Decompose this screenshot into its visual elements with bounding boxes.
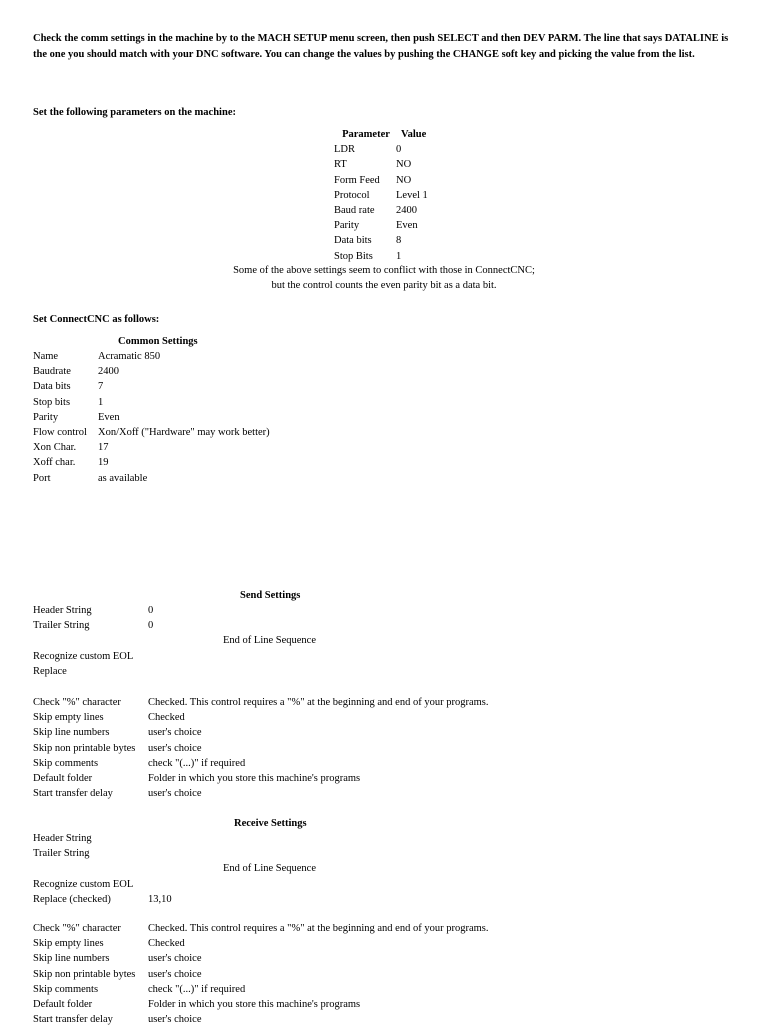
send-eol-table — [33, 649, 148, 679]
row-label: Form Feed — [334, 174, 380, 186]
row-value: 1 — [98, 396, 104, 408]
row-label: Trailer String — [33, 620, 90, 632]
row-value: Checked. This control requires a "%" at the beginning and end of your programs. — [148, 923, 489, 934]
row-label: Skip empty lines — [33, 938, 104, 950]
note-line-1: Some of the above settings seem to conflict with those in ConnectCNC; — [233, 265, 535, 276]
row-value: user's choice — [148, 788, 202, 800]
row-label: LDR — [334, 144, 355, 156]
row-value: user's choice — [148, 742, 202, 754]
receive-option-row — [33, 951, 489, 966]
row-value: NO — [396, 159, 412, 171]
common-setting-row — [33, 440, 270, 455]
row-value: 2400 — [396, 205, 417, 217]
row-value: Even — [396, 220, 418, 232]
send-option-row — [33, 725, 489, 740]
row-value: user's choice — [148, 968, 202, 980]
row-value: Checked. This control requires a "%" at the beginning and end of your programs. — [148, 697, 489, 708]
row-value: check "(...)" if required — [148, 757, 246, 769]
row-label: Recognize custom EOL — [33, 879, 134, 890]
parameter-row — [334, 173, 428, 188]
row-value: Checked — [148, 938, 185, 950]
row-label: Skip comments — [33, 983, 99, 995]
send-eol-title: End of Line Sequence — [223, 635, 317, 646]
send-option-row — [33, 771, 489, 786]
send-options-table — [33, 695, 489, 801]
parameter-row — [334, 142, 428, 157]
parameter-row — [334, 249, 428, 264]
row-label: Data bits — [334, 235, 372, 247]
row-value: check "(...)" if required — [148, 983, 246, 995]
machine-params-table — [334, 127, 428, 264]
row-value: 1 — [396, 250, 402, 262]
column-header-value: Value — [401, 129, 427, 140]
row-value: NO — [396, 174, 412, 186]
row-value: 19 — [98, 457, 109, 469]
row-label: Parity — [334, 220, 360, 232]
row-value: 13,10 — [148, 894, 172, 906]
row-label: Parity — [33, 411, 59, 423]
row-label: Xon Char. — [33, 442, 77, 454]
row-value: Folder in which you store this machine's programs — [148, 999, 361, 1011]
send-eol-row — [33, 664, 148, 679]
row-label: Name — [33, 351, 59, 362]
parameter-row — [334, 203, 428, 218]
receive-option-row — [33, 936, 489, 951]
row-label: Skip non printable bytes — [33, 968, 136, 980]
row-label: Skip empty lines — [33, 712, 104, 724]
common-setting-row — [33, 455, 270, 470]
row-label: Default folder — [33, 999, 93, 1011]
row-value: 7 — [98, 381, 104, 393]
receive-option-row — [33, 921, 489, 936]
row-value: 0 — [148, 620, 154, 632]
machine-params-heading: Set the following parameters on the machine: — [33, 107, 236, 118]
row-label: Protocol — [334, 189, 370, 201]
receive-options-table — [33, 921, 489, 1027]
parameter-row — [334, 188, 428, 203]
row-label: Data bits — [33, 381, 71, 393]
intro-paragraph: Check the comm settings in the machine by to the MACH SETUP menu screen, then push SELECT and then DEV PARM. The line that says DATALINE is the one you should match with your DNC software. You can change the values by pushing the CHANGE soft key and picking the value from the list. — [33, 33, 729, 60]
parameter-row — [334, 157, 428, 172]
row-value: as available — [98, 472, 148, 484]
row-value: Acramatic 850 — [98, 351, 161, 362]
row-value — [148, 877, 172, 892]
send-option-row — [33, 710, 489, 725]
row-value: user's choice — [148, 727, 202, 739]
row-label: Skip comments — [33, 757, 99, 769]
row-label: Replace — [33, 666, 67, 678]
receive-option-row — [33, 997, 489, 1012]
row-label: Skip line numbers — [33, 727, 110, 739]
table-header-row — [334, 127, 428, 142]
row-label: Default folder — [33, 773, 93, 785]
row-label: Xoff char. — [33, 457, 76, 469]
send-header-row — [33, 603, 153, 618]
parameter-row — [334, 218, 428, 233]
common-setting-row — [33, 395, 270, 410]
common-settings-title: Common Settings — [118, 336, 198, 347]
receive-option-row — [33, 967, 489, 982]
row-label: Port — [33, 472, 51, 484]
row-value: 0 — [396, 144, 402, 156]
common-setting-row — [33, 471, 270, 486]
row-label: Header String — [33, 833, 92, 844]
send-option-row — [33, 786, 489, 801]
row-label: Trailer String — [33, 848, 90, 860]
send-option-row — [33, 756, 489, 771]
row-value: 0 — [148, 605, 154, 616]
row-label: Stop Bits — [334, 250, 373, 262]
column-header-parameter: Parameter — [342, 129, 390, 140]
row-label: Check "%" character — [33, 923, 121, 934]
row-value: Xon/Xoff ("Hardware" may work better) — [98, 427, 270, 439]
receive-option-row — [33, 982, 489, 997]
row-label: Flow control — [33, 427, 87, 439]
common-settings-table — [33, 349, 270, 486]
row-value: Even — [98, 411, 120, 423]
common-setting-row — [33, 410, 270, 425]
row-label: Skip line numbers — [33, 953, 110, 965]
row-label: RT — [334, 159, 347, 171]
row-label: Check "%" character — [33, 697, 121, 708]
send-option-row — [33, 741, 489, 756]
receive-header-table — [33, 831, 148, 861]
common-setting-row — [33, 379, 270, 394]
row-label: Replace (checked) — [33, 894, 111, 906]
row-label: Start transfer delay — [33, 1014, 113, 1026]
send-header-table — [33, 603, 153, 633]
row-value: Folder in which you store this machine's programs — [148, 773, 361, 785]
common-setting-row — [33, 364, 270, 379]
send-eol-row — [33, 649, 148, 664]
send-header-row — [33, 618, 153, 633]
receive-option-row — [33, 1012, 489, 1027]
row-value: Level 1 — [396, 189, 428, 201]
row-value: 2400 — [98, 366, 119, 378]
receive-header-row — [33, 846, 148, 861]
send-option-row — [33, 695, 489, 710]
row-label: Stop bits — [33, 396, 71, 408]
row-value: user's choice — [148, 1014, 202, 1026]
row-label: Recognize custom EOL — [33, 651, 134, 662]
row-value: 17 — [98, 442, 109, 454]
receive-settings-title: Receive Settings — [234, 818, 307, 829]
receive-header-row — [33, 831, 148, 846]
row-label: Start transfer delay — [33, 788, 113, 800]
note-line-2: but the control counts the even parity bit as a data bit. — [271, 280, 497, 291]
receive-eol-table — [33, 877, 172, 907]
receive-eol-row — [33, 877, 172, 892]
common-setting-row — [33, 349, 270, 364]
receive-eol-row — [33, 892, 172, 907]
receive-eol-title: End of Line Sequence — [223, 863, 317, 874]
row-label: Skip non printable bytes — [33, 742, 136, 754]
row-value: user's choice — [148, 953, 202, 965]
parameter-row — [334, 233, 428, 248]
row-label: Header String — [33, 605, 92, 616]
connectcnc-heading: Set ConnectCNC as follows: — [33, 314, 160, 325]
row-value: 8 — [396, 235, 402, 247]
row-label: Baudrate — [33, 366, 71, 378]
common-setting-row — [33, 425, 270, 440]
send-settings-title: Send Settings — [240, 590, 301, 601]
row-value: Checked — [148, 712, 185, 724]
row-label: Baud rate — [334, 205, 375, 217]
